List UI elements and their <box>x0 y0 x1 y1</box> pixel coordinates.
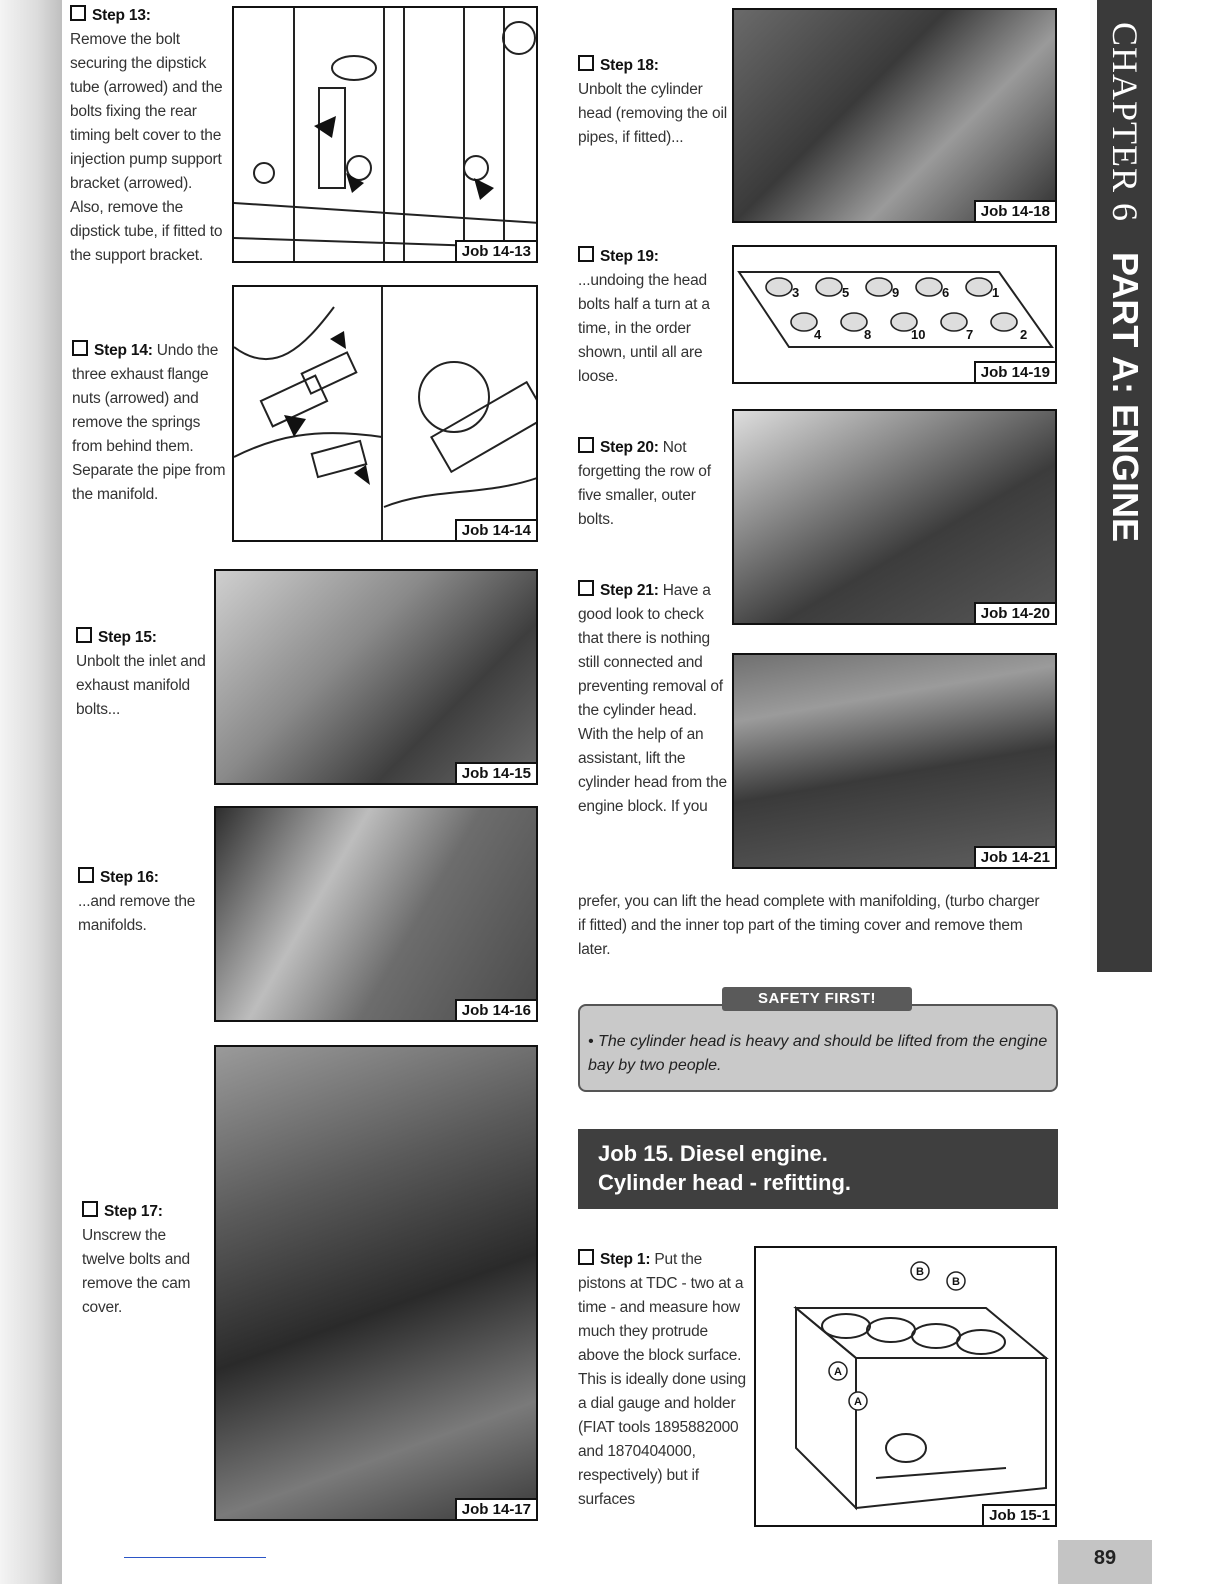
checkbox-icon <box>72 340 88 356</box>
bullet-icon: • <box>588 1033 599 1050</box>
job-15-title-line1: Job 15. Diesel engine. <box>598 1141 828 1166</box>
bolt-order-label: 5 <box>842 285 850 300</box>
safety-first-box <box>578 1004 1058 1092</box>
step-20 <box>578 436 726 532</box>
checkbox-icon <box>70 5 86 21</box>
bolt-order-label: 6 <box>942 285 950 300</box>
figure-label: Job 14-20 <box>974 602 1055 623</box>
exhaust-flange-drawing <box>234 287 538 542</box>
figure-label: Job 14-14 <box>455 519 536 540</box>
figure-label: Job 15-1 <box>982 1504 1055 1525</box>
diagram-callout-a: A <box>854 1396 862 1408</box>
checkbox-icon <box>76 627 92 643</box>
checkbox-icon <box>578 437 594 453</box>
checkbox-icon <box>78 867 94 883</box>
job15-step-1 <box>578 1248 750 1512</box>
checkbox-icon <box>578 580 594 596</box>
chapter-label: CHAPTER 6 <box>1104 22 1145 223</box>
figure-label: Job 14-13 <box>455 240 536 261</box>
step-16-heading: Step 16: <box>100 869 159 886</box>
figure-label: Job 14-18 <box>974 200 1055 221</box>
step-19-text: ...undoing the head bolts half a turn at a time, in the order shown, until all are loose. <box>578 272 710 385</box>
part-label: PART A: ENGINE <box>1104 252 1146 543</box>
figure-job-14-15 <box>214 569 538 785</box>
checkbox-icon <box>82 1201 98 1217</box>
safety-text: The cylinder head is heavy and should be lifted from the engine bay by two people. <box>588 1033 1048 1074</box>
step-18 <box>578 54 728 150</box>
step-15 <box>76 626 212 722</box>
step-14-text: Undo the three exhaust flange nuts (arrowed) and remove the springs from behind them. Separate the pipe from the manifold. <box>72 342 226 503</box>
diagram-callout-b: B <box>952 1276 960 1288</box>
figure-job-14-20 <box>732 409 1057 625</box>
step-14-heading: Step 14: <box>94 342 153 359</box>
bolt-order-label: 3 <box>792 285 800 300</box>
job15-step-1-heading: Step 1: <box>600 1251 651 1268</box>
cylinder-block-drawing <box>756 1248 1057 1527</box>
step-20-heading: Step 20: <box>600 439 659 456</box>
checkbox-icon <box>578 246 594 262</box>
step-19 <box>578 245 718 389</box>
step-19-heading: Step 19: <box>600 248 659 265</box>
figure-label: Job 14-16 <box>455 999 536 1020</box>
step-21-text: Have a good look to check that there is nothing still connected and preventing removal of the cylinder head. With the help of an assistant, lift the cylinder head from the engine block. If you <box>578 582 727 815</box>
figure-job-14-17 <box>214 1045 538 1521</box>
step-17-heading: Step 17: <box>104 1203 163 1220</box>
page-binding-shadow <box>0 0 62 1584</box>
step-17-text: Unscrew the twelve bolts and remove the cam cover. <box>82 1227 191 1316</box>
figure-job-14-14 <box>232 285 538 542</box>
job15-step-1-text: Put the pistons at TDC - two at a time - and measure how much they protrude above the block surface. This is ideally done using a dial gauge and holder (FIAT tools 1895882000 and 1870404000, respectively) but if surfaces <box>578 1251 746 1508</box>
step-21-text-cont: prefer, you can lift the head complete with manifolding, (turbo charger if fitted) and the inner top part of the timing cover and remove them later. <box>578 893 1040 958</box>
step-18-text: Unbolt the cylinder head (removing the oil pipes, if fitted)... <box>578 81 727 146</box>
bolt-order-label: 2 <box>1020 327 1028 342</box>
figure-job-14-21 <box>732 653 1057 869</box>
figure-label: Job 14-19 <box>974 361 1055 382</box>
step-13-heading: Step 13: <box>92 7 151 24</box>
checkbox-icon <box>578 1249 594 1265</box>
step-14 <box>72 339 228 507</box>
step-16-text: ...and remove the manifolds. <box>78 893 196 934</box>
step-18-heading: Step 18: <box>600 57 659 74</box>
step-21-continued <box>578 890 1048 962</box>
step-13-text: Remove the bolt securing the dipstick tube (arrowed) and the bolts fixing the rear timing belt cover to the injection pump support bracket (arrowed). Also, remove the dipstick tube, if fitted to the support bracket. <box>70 31 223 264</box>
bolt-order-label: 7 <box>966 327 974 342</box>
bolt-order-label: 1 <box>992 285 1000 300</box>
diagram-callout-a: A <box>834 1366 842 1378</box>
figure-label: Job 14-17 <box>455 1498 536 1519</box>
step-16 <box>78 866 212 938</box>
step-15-heading: Step 15: <box>98 629 157 646</box>
step-21-heading: Step 21: <box>600 582 659 599</box>
dipstick-bolt-drawing <box>234 8 538 263</box>
sidebar-text <box>1104 22 1146 542</box>
job-15-title-line2: Cylinder head - refitting. <box>598 1170 852 1195</box>
figure-job-14-18 <box>732 8 1057 223</box>
figure-job-14-13 <box>232 6 538 263</box>
figure-job-14-19 <box>732 245 1057 384</box>
step-17 <box>82 1200 212 1320</box>
bolt-order-label: 8 <box>864 327 872 342</box>
figure-label: Job 14-15 <box>455 762 536 783</box>
job-15-header <box>578 1129 1058 1209</box>
figure-label: Job 14-21 <box>974 846 1055 867</box>
bolt-order-label: 4 <box>814 327 822 342</box>
checkbox-icon <box>578 55 594 71</box>
bolt-order-label: 9 <box>892 285 900 300</box>
step-15-text: Unbolt the inlet and exhaust manifold bolts... <box>76 653 206 718</box>
chapter-sidebar <box>1097 0 1152 972</box>
step-21 <box>578 579 728 819</box>
safety-first-title: SAFETY FIRST! <box>722 987 912 1011</box>
figure-job-15-1 <box>754 1246 1057 1527</box>
footer-link-line <box>124 1557 266 1558</box>
step-20-text: Not forgetting the row of five smaller, outer bolts. <box>578 439 711 528</box>
bolt-order-label: 10 <box>911 327 926 342</box>
diagram-callout-b: B <box>916 1266 924 1278</box>
step-13 <box>70 4 228 268</box>
figure-job-14-16 <box>214 806 538 1022</box>
page-number: 89 <box>1058 1540 1152 1584</box>
